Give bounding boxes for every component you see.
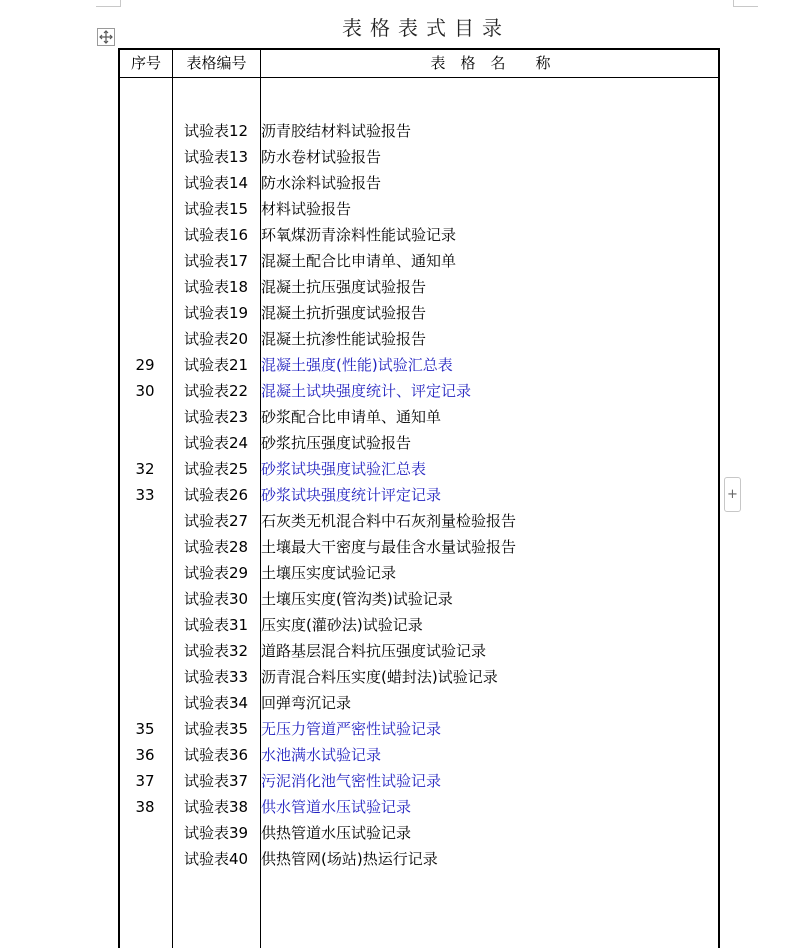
table-row: [118, 690, 720, 716]
row-number: 36: [135, 746, 155, 764]
table-move-handle-icon[interactable]: [97, 28, 115, 46]
row-number: 30: [135, 382, 155, 400]
row-name-link[interactable]: 砂浆试块强度统计评定记录: [261, 486, 442, 504]
row-name: 供热管网(场站)热运行记录: [261, 850, 438, 868]
row-name: 道路基层混合料抗压强度试验记录: [261, 642, 487, 660]
row-name: 沥青胶结材料试验报告: [261, 122, 412, 140]
row-code: 试验表17: [184, 252, 249, 270]
row-code: 试验表27: [184, 512, 249, 530]
page-corner-mark-right: [733, 0, 758, 7]
row-name: 砂浆配合比申请单、通知单: [261, 408, 442, 426]
row-code: 试验表16: [184, 226, 249, 244]
row-name-link[interactable]: 混凝土试块强度统计、评定记录: [261, 382, 472, 400]
row-code: 试验表15: [184, 200, 249, 218]
table-row: [118, 404, 720, 430]
row-code: 试验表13: [184, 148, 249, 166]
table-row: [118, 352, 720, 378]
row-code: 试验表23: [184, 408, 249, 426]
row-code: 试验表33: [184, 668, 249, 686]
row-code: 试验表28: [184, 538, 249, 556]
row-name: 压实度(灌砂法)试验记录: [261, 616, 423, 634]
row-name: 防水涂料试验报告: [261, 174, 382, 192]
row-code: 试验表25: [184, 460, 249, 478]
row-code: 试验表12: [184, 122, 249, 140]
header-num: 序号: [130, 54, 161, 72]
header-divider: [120, 77, 718, 78]
row-code: 试验表22: [184, 382, 249, 400]
row-code: 试验表32: [184, 642, 249, 660]
row-code: 试验表38: [184, 798, 249, 816]
row-code: 试验表24: [184, 434, 249, 452]
page-title: 表格表式目录: [342, 16, 510, 40]
row-name: 土壤压实度(管沟类)试验记录: [261, 590, 453, 608]
row-number: 33: [135, 486, 155, 504]
row-name: 混凝土抗渗性能试验报告: [261, 330, 427, 348]
row-name: 混凝土配合比申请单、通知单: [261, 252, 457, 270]
table-row: [118, 144, 720, 170]
plus-icon: +: [727, 487, 738, 502]
table-row: [118, 482, 720, 508]
add-column-button[interactable]: [724, 477, 741, 512]
row-code: 试验表39: [184, 824, 249, 842]
header-name: 表 格 名 称: [430, 54, 551, 72]
table-row: [118, 248, 720, 274]
row-code: 试验表34: [184, 694, 249, 712]
page-corner-mark-left: [96, 0, 121, 7]
table-row: [118, 820, 720, 846]
row-code: 试验表21: [184, 356, 249, 374]
row-code: 试验表18: [184, 278, 249, 296]
table-row: [118, 560, 720, 586]
row-name: 石灰类无机混合料中石灰剂量检验报告: [261, 512, 517, 530]
row-code: 试验表26: [184, 486, 249, 504]
row-name-link[interactable]: 供水管道水压试验记录: [261, 798, 412, 816]
table-row: [118, 846, 720, 872]
row-name: 供热管道水压试验记录: [261, 824, 412, 842]
table-row: [118, 638, 720, 664]
row-number: 29: [135, 356, 155, 374]
table-row: [118, 118, 720, 144]
table-row: [118, 326, 720, 352]
row-code: 试验表37: [184, 772, 249, 790]
row-name: 砂浆抗压强度试验报告: [261, 434, 412, 452]
row-name: 环氧煤沥青涂料性能试验记录: [261, 226, 457, 244]
table-row: [118, 534, 720, 560]
row-code: 试验表29: [184, 564, 249, 582]
row-name: 沥青混合料压实度(蜡封法)试验记录: [261, 668, 498, 686]
row-name: 混凝土抗折强度试验报告: [261, 304, 427, 322]
row-code: 试验表19: [184, 304, 249, 322]
table-row: [118, 612, 720, 638]
row-name-link[interactable]: 无压力管道严密性试验记录: [261, 720, 442, 738]
row-name-link[interactable]: 混凝土强度(性能)试验汇总表: [261, 356, 453, 374]
table-row: [118, 170, 720, 196]
row-name: 土壤最大干密度与最佳含水量试验报告: [261, 538, 517, 556]
row-name: 回弹弯沉记录: [261, 694, 352, 712]
row-name-link[interactable]: 水池满水试验记录: [261, 746, 382, 764]
table-row: [118, 430, 720, 456]
row-code: 试验表36: [184, 746, 249, 764]
row-number: 35: [135, 720, 155, 738]
table-row: [118, 222, 720, 248]
row-code: 试验表14: [184, 174, 249, 192]
row-code: 试验表20: [184, 330, 249, 348]
table-row: [118, 664, 720, 690]
table-row: [118, 768, 720, 794]
table-row: [118, 378, 720, 404]
row-name: 材料试验报告: [261, 200, 352, 218]
row-number: 38: [135, 798, 155, 816]
row-number: 37: [135, 772, 155, 790]
table-row: [118, 300, 720, 326]
row-code: 试验表30: [184, 590, 249, 608]
table-row: [118, 586, 720, 612]
row-code: 试验表35: [184, 720, 249, 738]
table-row: [118, 742, 720, 768]
table-row: [118, 274, 720, 300]
row-code: 试验表40: [184, 850, 249, 868]
row-name-link[interactable]: 污泥消化池气密性试验记录: [261, 772, 442, 790]
table-row: [118, 794, 720, 820]
row-number: 32: [135, 460, 155, 478]
table-row: [118, 508, 720, 534]
row-name: 防水卷材试验报告: [261, 148, 382, 166]
row-code: 试验表31: [184, 616, 249, 634]
table-row: [118, 716, 720, 742]
row-name: 混凝土抗压强度试验报告: [261, 278, 427, 296]
row-name: 土壤压实度试验记录: [261, 564, 397, 582]
table-row: [118, 456, 720, 482]
table-row: [118, 196, 720, 222]
row-name-link[interactable]: 砂浆试块强度试验汇总表: [261, 460, 427, 478]
header-code: 表格编号: [186, 54, 247, 72]
